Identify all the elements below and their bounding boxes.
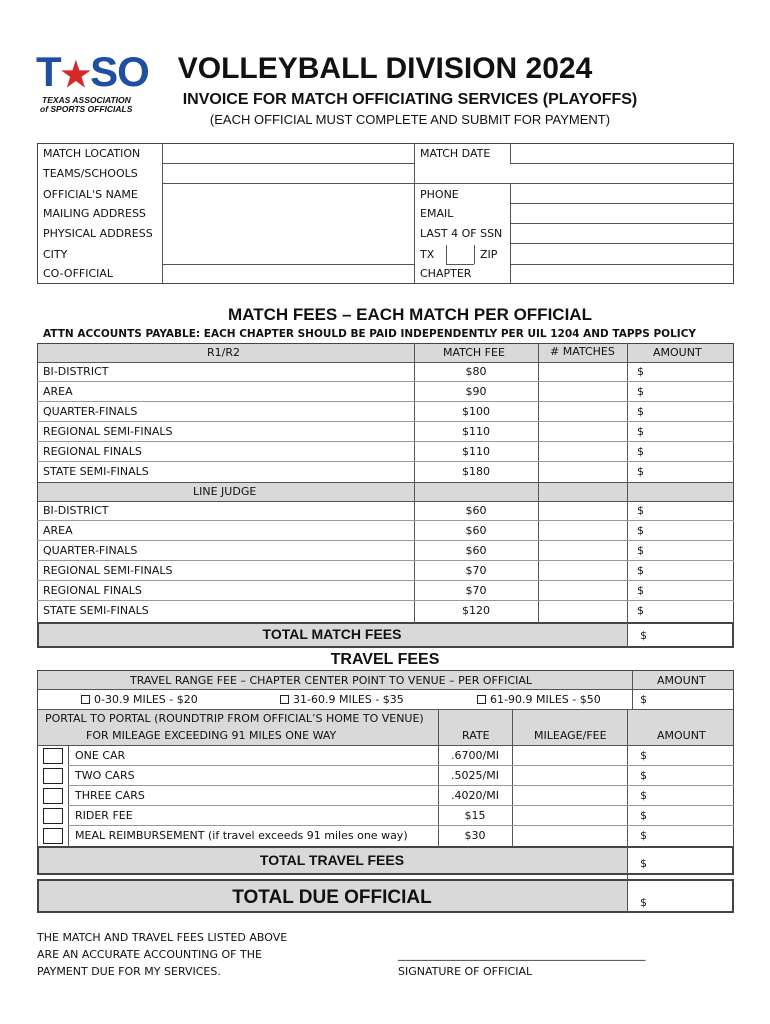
fee-round-label: QUARTER-FINALS (43, 405, 138, 418)
statement-line2: ARE AN ACCURATE ACCOUNTING OF THE (37, 948, 262, 961)
fee-rate: $70 (465, 584, 487, 597)
physical-address-label: PHYSICAL ADDRESS (43, 227, 153, 240)
travel-item-rate: .4020/MI (451, 789, 499, 802)
fee-round-label: REGIONAL FINALS (43, 445, 142, 458)
fee-row-divider (37, 540, 734, 541)
match-date-label: MATCH DATE (420, 147, 491, 160)
attn-note: ATTN ACCOUNTS PAYABLE: EACH CHAPTER SHOULD BE PAID INDEPENDENTLY PER UIL 1204 AND TAPPS POLICY (43, 328, 696, 340)
fee-row-divider (37, 381, 734, 382)
signature-line[interactable]: _____________________________________________ (398, 948, 646, 961)
ssn-label: LAST 4 OF SSN (420, 227, 503, 240)
col-rate-header: RATE (462, 729, 490, 742)
fee-rate: $60 (465, 504, 487, 517)
matches-count-field[interactable] (539, 581, 626, 600)
match-fees-title: MATCH FEES – EACH MATCH PER OFFICIAL (228, 305, 592, 324)
range-amount[interactable]: $ (640, 693, 647, 706)
travel-item-checkbox[interactable] (43, 748, 63, 764)
logo-line2: of SPORTS OFFICIALS (40, 104, 133, 114)
statement-line1: THE MATCH AND TRAVEL FEES LISTED ABOVE (37, 931, 288, 944)
travel-item-checkbox[interactable] (43, 788, 63, 804)
matches-count-field[interactable] (539, 521, 626, 540)
fee-round-label: STATE SEMI-FINALS (43, 604, 149, 617)
travel-range-header: TRAVEL RANGE FEE – CHAPTER CENTER POINT TO VENUE – PER OFFICIAL (130, 674, 532, 687)
portal-note-line1: PORTAL TO PORTAL (ROUNDTRIP FROM OFFICIAL’S HOME TO VENUE) (45, 712, 424, 725)
fee-row-divider (37, 580, 734, 581)
fee-round-label: STATE SEMI-FINALS (43, 465, 149, 478)
match-location-label: MATCH LOCATION (43, 147, 141, 160)
fee-row-divider (37, 520, 734, 521)
fee-rate: $110 (462, 425, 490, 438)
travel-row-divider (68, 765, 734, 766)
mailing-address-label: MAILING ADDRESS (43, 207, 146, 220)
matches-count-field[interactable] (539, 382, 626, 401)
fee-row-divider (37, 421, 734, 422)
logo-mark: T★SO (36, 48, 149, 95)
signature-label: SIGNATURE OF OFFICIAL (398, 965, 533, 978)
email-field[interactable] (511, 204, 733, 223)
submit-instruction: (EACH OFFICIAL MUST COMPLETE AND SUBMIT FOR PAYMENT) (209, 112, 611, 127)
fee-row-divider (37, 461, 734, 462)
matches-count-field[interactable] (539, 561, 626, 580)
travel-item-label: MEAL REIMBURSEMENT (if travel exceeds 91 miles one way) (75, 829, 408, 842)
line-judge-header: LINE JUDGE (193, 485, 257, 498)
travel-item-checkbox[interactable] (43, 808, 63, 824)
co-official-field[interactable] (163, 265, 413, 283)
fee-rate: $60 (465, 544, 487, 557)
fee-amount[interactable]: $ (637, 504, 644, 517)
fee-round-label: REGIONAL FINALS (43, 584, 142, 597)
fee-round-label: AREA (43, 385, 73, 398)
matches-count-field[interactable] (539, 462, 626, 481)
fee-row-divider (37, 600, 734, 601)
fee-rate: $120 (462, 604, 490, 617)
matches-count-field[interactable] (539, 402, 626, 421)
page-title: VOLLEYBALL DIVISION 2024 (177, 52, 593, 85)
range-2-checkbox[interactable] (280, 695, 289, 704)
travel-row-divider (68, 785, 734, 786)
col-travel-amount-header: AMOUNT (657, 729, 706, 742)
total-due-amount[interactable]: $ (640, 896, 647, 909)
fee-amount[interactable]: $ (637, 405, 644, 418)
fee-amount[interactable]: $ (637, 604, 644, 617)
phone-label: PHONE (420, 188, 459, 201)
matches-count-field[interactable] (539, 442, 626, 461)
fee-round-label: BI-DISTRICT (43, 365, 109, 378)
mileage-fee-field[interactable] (513, 806, 626, 825)
fee-row-divider (37, 560, 734, 561)
travel-item-amount[interactable]: $ (640, 829, 647, 842)
range-3-label: 61-90.9 MILES - $50 (490, 693, 601, 706)
fee-rate: $110 (462, 445, 490, 458)
travel-item-amount[interactable]: $ (640, 789, 647, 802)
fee-amount[interactable]: $ (637, 564, 644, 577)
range-1-checkbox[interactable] (81, 695, 90, 704)
mileage-fee-field[interactable] (513, 786, 626, 805)
matches-count-field[interactable] (539, 501, 626, 520)
fee-round-label: REGIONAL SEMI-FINALS (43, 564, 173, 577)
fee-amount[interactable]: $ (637, 544, 644, 557)
total-travel-fees-label: TOTAL TRAVEL FEES (259, 852, 405, 868)
total-due-label: TOTAL DUE OFFICIAL (232, 887, 432, 908)
travel-item-label: THREE CARS (75, 789, 145, 802)
chapter-label: CHAPTER (420, 267, 472, 280)
phone-field[interactable] (511, 184, 733, 203)
fee-amount[interactable]: $ (637, 465, 644, 478)
email-label: EMAIL (420, 207, 454, 220)
zip-label: ZIP (480, 248, 498, 261)
matches-count-field[interactable] (539, 601, 626, 620)
total-match-fees-amount[interactable]: $ (640, 629, 647, 642)
fee-amount[interactable]: $ (637, 385, 644, 398)
travel-row-divider (68, 805, 734, 806)
travel-item-label: RIDER FEE (75, 809, 133, 822)
fee-row-divider (37, 401, 734, 402)
col-amount-header: AMOUNT (653, 346, 702, 359)
mileage-fee-field[interactable] (513, 746, 626, 765)
match-location-field[interactable] (163, 144, 413, 163)
travel-item-rate: .5025/MI (451, 769, 499, 782)
fee-rate: $70 (465, 564, 487, 577)
officials-name-label: OFFICIAL'S NAME (43, 188, 138, 201)
matches-count-field[interactable] (539, 362, 626, 381)
travel-item-amount[interactable]: $ (640, 749, 647, 762)
travel-item-checkbox[interactable] (43, 768, 63, 784)
travel-item-rate: $15 (464, 809, 486, 822)
fee-amount[interactable]: $ (637, 425, 644, 438)
travel-item-rate: .6700/MI (451, 749, 499, 762)
page-subtitle: INVOICE FOR MATCH OFFICIATING SERVICES (PLAYOFFS) (182, 91, 638, 108)
travel-fees-title: TRAVEL FEES (330, 651, 440, 668)
fee-rate: $180 (462, 465, 490, 478)
range-2-label: 31-60.9 MILES - $35 (293, 693, 404, 706)
travel-item-amount[interactable]: $ (640, 809, 647, 822)
travel-item-label: ONE CAR (75, 749, 126, 762)
travel-item-checkbox[interactable] (43, 828, 63, 844)
fee-row-divider (37, 441, 734, 442)
matches-count-field[interactable] (539, 422, 626, 441)
mileage-fee-field[interactable] (513, 766, 626, 785)
col-role-header: R1/R2 (207, 346, 240, 359)
co-official-label: CO-OFFICIAL (43, 267, 114, 280)
travel-item-rate: $30 (464, 829, 486, 842)
fee-round-label: BI-DISTRICT (43, 504, 109, 517)
matches-count-field[interactable] (539, 541, 626, 560)
city-label: CITY (43, 248, 68, 261)
travel-row-divider (68, 825, 734, 826)
travel-item-amount[interactable]: $ (640, 769, 647, 782)
range-3-checkbox[interactable] (477, 695, 486, 704)
logo-line1: TEXAS ASSOCIATION (42, 95, 131, 105)
ssn-field[interactable] (511, 224, 733, 243)
officials-name-field[interactable] (163, 184, 413, 263)
col-matches-header: # MATCHES (550, 345, 615, 358)
fee-rate: $80 (465, 365, 487, 378)
fee-rate: $100 (462, 405, 490, 418)
teams-schools-label: TEAMS/SCHOOLS (43, 167, 138, 180)
travel-item-label: TWO CARS (75, 769, 135, 782)
taso-logo (36, 48, 149, 118)
teams-schools-field[interactable] (163, 164, 733, 183)
fee-amount[interactable]: $ (637, 365, 644, 378)
portal-note-line2: FOR MILEAGE EXCEEDING 91 MILES ONE WAY (86, 729, 337, 742)
range-1-label: 0-30.9 MILES - $20 (94, 693, 198, 706)
col-fee-header: MATCH FEE (443, 346, 505, 359)
match-fees-table (37, 343, 734, 623)
fee-rate: $60 (465, 524, 487, 537)
col-mileage-header: MILEAGE/FEE (534, 729, 607, 742)
fee-rate: $90 (465, 385, 487, 398)
fee-amount[interactable]: $ (637, 584, 644, 597)
fee-round-label: REGIONAL SEMI-FINALS (43, 425, 173, 438)
fee-amount[interactable]: $ (637, 524, 644, 537)
fee-amount[interactable]: $ (637, 445, 644, 458)
fee-round-label: QUARTER-FINALS (43, 544, 138, 557)
chapter-field[interactable] (511, 265, 733, 283)
statement-line3: PAYMENT DUE FOR MY SERVICES. (37, 965, 221, 978)
state-label: TX (420, 248, 435, 261)
zip-field[interactable] (511, 244, 733, 263)
total-travel-fees-amount[interactable]: $ (640, 857, 647, 870)
fee-round-label: AREA (43, 524, 73, 537)
match-date-field[interactable] (511, 144, 733, 163)
mileage-fee-field[interactable] (513, 826, 626, 845)
total-match-fees-label: TOTAL MATCH FEES (262, 626, 402, 642)
travel-amount-header: AMOUNT (657, 674, 706, 687)
